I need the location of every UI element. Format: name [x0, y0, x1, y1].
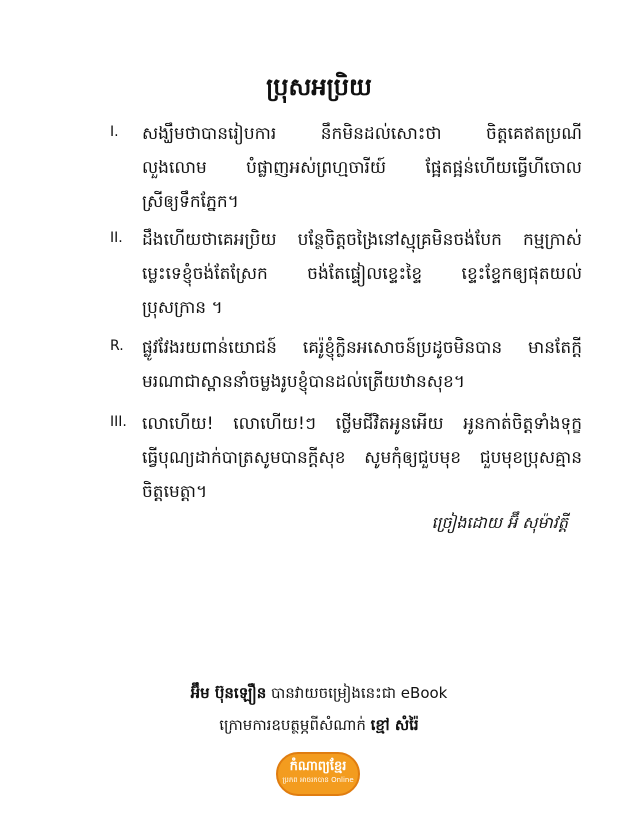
typist-name: អ៊ឹម ប៊ុនឡឿន	[190, 684, 267, 702]
footer-sponsor-line	[0, 716, 638, 738]
verse-line: លោហើយ! លោហើយ!ៗ ថ្លើមជីវិតអូនអើយ អូនកាត់ចិត្តទាំងទុក្ខ	[142, 414, 582, 434]
page-title: ប្រុសអប្រិយ	[266, 72, 372, 101]
verse-number: III.	[110, 414, 127, 430]
verse-line: ធ្វើបុណ្យដាក់បាត្រសូមបានក្ដីសុខ សូមកុំឲ្យជួបមុខ ជួបមុខប្រុសគ្មាន	[142, 448, 582, 468]
verse-line: ម្លេះទេខ្ញុំចង់តែស្រែក ចង់តែផ្ទៀលខ្ទេះខ្ទៃ ខ្ទេះខ្ទែកឲ្យផុតយល់	[142, 264, 582, 284]
verse-line: ប្រុសក្រាន ។	[142, 298, 223, 318]
verse-line: ស្រីឲ្យទឹកភ្នែក។	[142, 192, 239, 212]
verse-number: II.	[110, 230, 123, 246]
verse-line: ដឹងហើយថាគេអប្រិយ បន្ថែចិត្តចង្រៃនៅស្មុគ្រមិនចង់បែក កម្មក្រាស់	[142, 230, 582, 250]
logo-main-text: កំណាព្យខ្មែរ	[289, 759, 347, 774]
verse-line: ផ្លូវវែងរយពាន់យោជន៍ គេរ៉ូខ្ញុំក្លិនអសោចន៍ប្រដូចមិនបាន មានតែក្ដី	[142, 338, 582, 358]
publisher-logo	[276, 752, 360, 796]
logo-sub-text: ប្រភព អាចរកបាន Online	[282, 776, 354, 784]
footer-typist-line	[0, 684, 638, 706]
sponsor-note: ក្រោមការឧបត្ថម្ភពីសំណាក់	[219, 716, 371, 734]
verse-line: មរណាជាស្ពាននាំចម្លងរូបខ្ញុំបានដល់ត្រើយឋានសុខ។	[142, 372, 465, 392]
verse-line: ចិត្តមេត្តា។	[142, 482, 208, 502]
verse-number: I.	[110, 124, 119, 140]
verse-number: R.	[110, 338, 124, 354]
verse-line: សង្ឃឹមថាបានរៀបការ នឹកមិនដល់សោះថា ចិត្តគេឥតប្រណី	[142, 124, 582, 144]
verse-line: លួងលោម បំផ្លាញអស់ព្រហ្មចារីយ៍ ផ្អែតផ្អន់ហើយធ្វើហីចោល	[142, 158, 582, 178]
sponsor-name: ខ្មៅ សំរ៉ៃ	[370, 716, 419, 734]
typist-note: បានវាយចម្រៀងនេះជា eBook	[266, 684, 448, 702]
singer-credit: ច្រៀងដោយ អ៊ឹ សុម៉ាវត្តី	[431, 513, 568, 532]
